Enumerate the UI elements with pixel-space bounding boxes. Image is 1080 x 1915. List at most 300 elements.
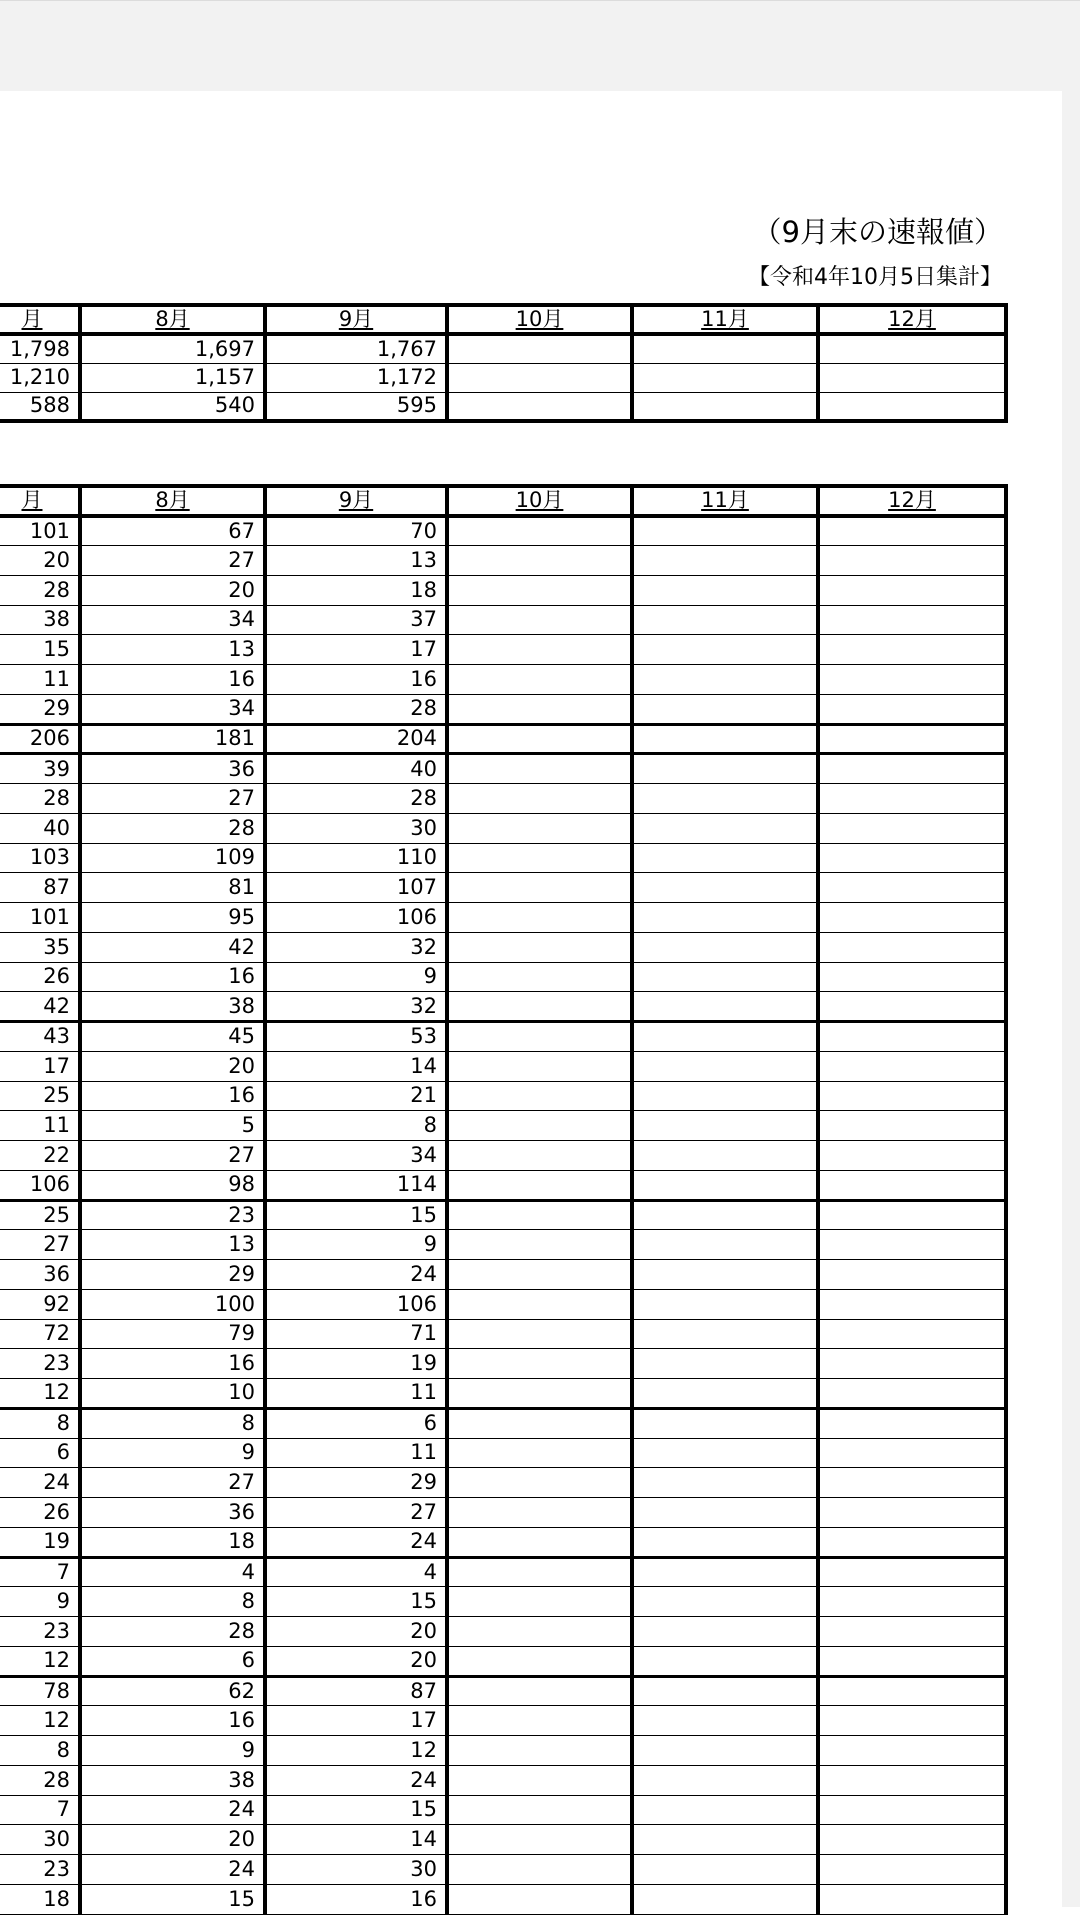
table-cell: 71 xyxy=(265,1319,447,1349)
table-cell xyxy=(818,1022,1006,1052)
table-cell: 16 xyxy=(80,1081,265,1111)
table-row xyxy=(0,1081,1006,1111)
table-cell xyxy=(818,1081,1006,1111)
table-cell: 7 xyxy=(0,1795,80,1825)
table-cell xyxy=(818,1736,1006,1766)
table-cell xyxy=(632,635,818,665)
table-cell: 22 xyxy=(0,1141,80,1171)
table-row xyxy=(0,724,1006,754)
table-cell xyxy=(818,1617,1006,1647)
table-cell xyxy=(818,1408,1006,1438)
table-cell: 9 xyxy=(0,1587,80,1617)
table-cell xyxy=(632,392,818,421)
table-cell: 18 xyxy=(0,1884,80,1914)
table-cell: 9 xyxy=(80,1438,265,1468)
table-row xyxy=(0,1379,1006,1409)
table-row xyxy=(0,932,1006,962)
table-cell: 107 xyxy=(265,873,447,903)
table-cell: 15 xyxy=(265,1795,447,1825)
table-cell xyxy=(632,1855,818,1885)
table-cell xyxy=(632,1260,818,1290)
table-row xyxy=(0,813,1006,843)
table-row xyxy=(0,363,1006,392)
table-cell: 14 xyxy=(265,1051,447,1081)
table-cell xyxy=(632,1379,818,1409)
table-cell: 19 xyxy=(0,1527,80,1557)
table-cell: 30 xyxy=(265,813,447,843)
table-row xyxy=(0,1408,1006,1438)
table-cell xyxy=(447,694,632,724)
table-row xyxy=(0,1260,1006,1290)
table-row xyxy=(0,1051,1006,1081)
table-cell xyxy=(632,546,818,576)
table-cell xyxy=(447,932,632,962)
table-cell: 106 xyxy=(265,1289,447,1319)
table-cell: 38 xyxy=(0,605,80,635)
table-cell xyxy=(818,1379,1006,1409)
table-cell: 101 xyxy=(0,903,80,933)
table-cell: 28 xyxy=(0,784,80,814)
table-cell: 20 xyxy=(0,546,80,576)
table-cell: 11 xyxy=(0,665,80,695)
table-cell: 110 xyxy=(265,843,447,873)
table-cell: 595 xyxy=(265,392,447,421)
table-cell: 18 xyxy=(80,1527,265,1557)
table-cell: 87 xyxy=(0,873,80,903)
table-cell xyxy=(818,1200,1006,1230)
table-cell: 9 xyxy=(265,962,447,992)
table-cell xyxy=(632,1349,818,1379)
table-cell: 4 xyxy=(265,1557,447,1587)
table-cell xyxy=(818,1230,1006,1260)
table-cell xyxy=(447,1051,632,1081)
table-cell xyxy=(818,1289,1006,1319)
table-row xyxy=(0,1170,1006,1200)
table-cell: 28 xyxy=(80,1617,265,1647)
table-cell xyxy=(632,903,818,933)
detail-table xyxy=(0,484,1008,1915)
table-cell: 15 xyxy=(0,635,80,665)
viewer-scroll-gutter xyxy=(1062,90,1080,1907)
table-cell xyxy=(447,1468,632,1498)
table-cell: 28 xyxy=(265,784,447,814)
table-cell xyxy=(632,813,818,843)
table-cell: 16 xyxy=(265,665,447,695)
table-row xyxy=(0,962,1006,992)
table-cell xyxy=(447,575,632,605)
table-cell xyxy=(818,516,1006,546)
table-row xyxy=(0,1498,1006,1528)
table-cell: 98 xyxy=(80,1170,265,1200)
table-cell xyxy=(818,694,1006,724)
table-cell xyxy=(632,932,818,962)
table-cell xyxy=(818,932,1006,962)
table-cell: 16 xyxy=(80,1706,265,1736)
table-cell: 40 xyxy=(0,813,80,843)
table-cell: 12 xyxy=(0,1646,80,1676)
table-cell xyxy=(818,1111,1006,1141)
table-cell xyxy=(447,1765,632,1795)
table-cell xyxy=(632,873,818,903)
table-cell: 16 xyxy=(80,1349,265,1379)
table-row xyxy=(0,1646,1006,1676)
table-cell: 24 xyxy=(80,1855,265,1885)
table-cell xyxy=(447,1200,632,1230)
table-cell: 81 xyxy=(80,873,265,903)
table-row xyxy=(0,1557,1006,1587)
report-date: 【令和4年10月5日集計】 xyxy=(748,265,1002,290)
table-row xyxy=(0,1706,1006,1736)
table-row xyxy=(0,334,1006,363)
table-row xyxy=(0,754,1006,784)
table-row xyxy=(0,1200,1006,1230)
table-cell xyxy=(447,1676,632,1706)
table-cell: 6 xyxy=(0,1438,80,1468)
table-cell: 6 xyxy=(80,1646,265,1676)
table-cell: 26 xyxy=(0,962,80,992)
table-cell: 27 xyxy=(0,1230,80,1260)
table-cell xyxy=(447,1408,632,1438)
table-cell: 72 xyxy=(0,1319,80,1349)
table-cell xyxy=(447,1170,632,1200)
table-cell xyxy=(818,1884,1006,1914)
table-cell xyxy=(632,1557,818,1587)
table-cell: 53 xyxy=(265,1022,447,1052)
table-cell: 9 xyxy=(80,1736,265,1766)
table-cell: 30 xyxy=(0,1825,80,1855)
table-cell xyxy=(447,903,632,933)
table-cell: 8 xyxy=(0,1408,80,1438)
table-cell xyxy=(447,1884,632,1914)
table-cell: 1,798 xyxy=(0,334,80,363)
table-cell xyxy=(818,334,1006,363)
table-cell: 4 xyxy=(80,1557,265,1587)
table-cell xyxy=(632,1884,818,1914)
table-cell xyxy=(632,1498,818,1528)
table-cell: 36 xyxy=(80,1498,265,1528)
table-cell: 92 xyxy=(0,1289,80,1319)
table-cell: 1,157 xyxy=(80,363,265,392)
table-cell: 7 xyxy=(0,1557,80,1587)
table-row xyxy=(0,1319,1006,1349)
table-cell xyxy=(447,843,632,873)
table-cell xyxy=(632,1408,818,1438)
table-cell xyxy=(632,1081,818,1111)
table-cell: 14 xyxy=(265,1825,447,1855)
table-cell: 10 xyxy=(80,1379,265,1409)
table-cell: 62 xyxy=(80,1676,265,1706)
table-cell: 28 xyxy=(265,694,447,724)
table-cell: 15 xyxy=(80,1884,265,1914)
table-cell: 12 xyxy=(265,1736,447,1766)
table-cell xyxy=(447,1527,632,1557)
table-cell xyxy=(447,1438,632,1468)
table-cell xyxy=(447,665,632,695)
table-cell xyxy=(632,1170,818,1200)
column-header: 11月 xyxy=(632,486,818,516)
table-cell: 23 xyxy=(0,1349,80,1379)
table-cell xyxy=(632,1111,818,1141)
table-cell xyxy=(818,992,1006,1022)
table-cell xyxy=(818,605,1006,635)
table-cell: 79 xyxy=(80,1319,265,1349)
table-cell xyxy=(447,784,632,814)
table-row xyxy=(0,784,1006,814)
table-cell: 13 xyxy=(80,1230,265,1260)
table-row xyxy=(0,575,1006,605)
table-cell: 1,767 xyxy=(265,334,447,363)
table-cell: 11 xyxy=(0,1111,80,1141)
table-cell: 20 xyxy=(80,1825,265,1855)
table-cell: 15 xyxy=(265,1587,447,1617)
table-cell: 34 xyxy=(80,694,265,724)
table-cell xyxy=(447,546,632,576)
table-cell: 20 xyxy=(80,1051,265,1081)
table-cell: 9 xyxy=(265,1230,447,1260)
table-cell xyxy=(632,516,818,546)
table-cell: 35 xyxy=(0,932,80,962)
table-cell: 8 xyxy=(0,1736,80,1766)
column-header: 9月 xyxy=(265,486,447,516)
table-row xyxy=(0,1111,1006,1141)
table-cell xyxy=(447,1111,632,1141)
table-row xyxy=(0,1765,1006,1795)
table-cell: 24 xyxy=(80,1795,265,1825)
table-cell: 109 xyxy=(80,843,265,873)
table-row xyxy=(0,873,1006,903)
table-cell xyxy=(818,1438,1006,1468)
table-cell: 540 xyxy=(80,392,265,421)
table-cell: 100 xyxy=(80,1289,265,1319)
table-cell xyxy=(447,1498,632,1528)
table-cell: 24 xyxy=(265,1527,447,1557)
table-cell xyxy=(818,1141,1006,1171)
table-cell xyxy=(818,1855,1006,1885)
table-cell: 204 xyxy=(265,724,447,754)
table-cell xyxy=(818,1706,1006,1736)
column-header: 10月 xyxy=(447,305,632,334)
table-cell xyxy=(818,546,1006,576)
table-cell xyxy=(447,1289,632,1319)
table-cell: 17 xyxy=(265,1706,447,1736)
table-cell xyxy=(632,605,818,635)
table-cell xyxy=(632,724,818,754)
table-cell xyxy=(818,873,1006,903)
table-cell: 20 xyxy=(80,575,265,605)
table-row xyxy=(0,1825,1006,1855)
table-cell xyxy=(632,1022,818,1052)
table-cell: 38 xyxy=(80,1765,265,1795)
table-cell xyxy=(818,575,1006,605)
table-cell: 101 xyxy=(0,516,80,546)
table-cell: 87 xyxy=(265,1676,447,1706)
table-cell: 11 xyxy=(265,1379,447,1409)
table-cell: 21 xyxy=(265,1081,447,1111)
table-cell xyxy=(632,1051,818,1081)
table-cell: 1,210 xyxy=(0,363,80,392)
table-cell: 16 xyxy=(80,665,265,695)
column-header: 10月 xyxy=(447,486,632,516)
table-cell xyxy=(447,1319,632,1349)
table-cell: 38 xyxy=(80,992,265,1022)
table-cell xyxy=(818,1319,1006,1349)
table-cell: 39 xyxy=(0,754,80,784)
table-cell xyxy=(818,1260,1006,1290)
table-cell xyxy=(632,363,818,392)
table-row xyxy=(0,1230,1006,1260)
table-cell: 30 xyxy=(265,1855,447,1885)
table-cell xyxy=(632,992,818,1022)
table-cell xyxy=(447,724,632,754)
table-row xyxy=(0,1527,1006,1557)
table-cell xyxy=(818,784,1006,814)
table-cell: 29 xyxy=(265,1468,447,1498)
table-cell xyxy=(447,334,632,363)
table-cell xyxy=(818,635,1006,665)
table-row xyxy=(0,1617,1006,1647)
table-cell: 40 xyxy=(265,754,447,784)
table-cell: 8 xyxy=(265,1111,447,1141)
table-cell xyxy=(632,1617,818,1647)
table-cell: 23 xyxy=(80,1200,265,1230)
column-header: 月 xyxy=(0,305,80,334)
table-cell: 36 xyxy=(0,1260,80,1290)
table-cell xyxy=(447,1557,632,1587)
table-cell xyxy=(447,1379,632,1409)
table-cell: 1,172 xyxy=(265,363,447,392)
table-cell: 27 xyxy=(80,784,265,814)
table-cell xyxy=(818,392,1006,421)
table-cell: 29 xyxy=(80,1260,265,1290)
table-cell xyxy=(818,1051,1006,1081)
table-cell: 45 xyxy=(80,1022,265,1052)
table-cell xyxy=(447,1349,632,1379)
table-row xyxy=(0,516,1006,546)
table-cell xyxy=(447,873,632,903)
table-cell xyxy=(818,1587,1006,1617)
table-cell: 34 xyxy=(80,605,265,635)
table-cell xyxy=(447,962,632,992)
table-cell: 70 xyxy=(265,516,447,546)
table-cell: 43 xyxy=(0,1022,80,1052)
table-cell: 16 xyxy=(80,962,265,992)
table-cell xyxy=(632,1319,818,1349)
table-cell xyxy=(632,754,818,784)
column-header: 11月 xyxy=(632,305,818,334)
table-cell xyxy=(818,903,1006,933)
table-cell xyxy=(447,992,632,1022)
table-cell xyxy=(818,1527,1006,1557)
table-cell xyxy=(632,1141,818,1171)
table-cell: 36 xyxy=(80,754,265,784)
table-cell: 17 xyxy=(0,1051,80,1081)
table-cell xyxy=(632,1438,818,1468)
table-cell xyxy=(447,392,632,421)
table-cell: 23 xyxy=(0,1617,80,1647)
table-cell xyxy=(818,1825,1006,1855)
table-cell xyxy=(818,363,1006,392)
column-header: 9月 xyxy=(265,305,447,334)
table-cell: 24 xyxy=(0,1468,80,1498)
table-cell xyxy=(818,1676,1006,1706)
table-cell: 6 xyxy=(265,1408,447,1438)
table-cell: 106 xyxy=(265,903,447,933)
table-cell: 25 xyxy=(0,1081,80,1111)
viewer-toolbar xyxy=(0,0,1080,91)
table-cell xyxy=(632,1736,818,1766)
table-cell xyxy=(447,754,632,784)
table-cell: 34 xyxy=(265,1141,447,1171)
table-cell: 37 xyxy=(265,605,447,635)
table-cell xyxy=(447,1587,632,1617)
table-cell: 24 xyxy=(265,1260,447,1290)
table-cell: 28 xyxy=(80,813,265,843)
summary-table xyxy=(0,303,1008,423)
table-row xyxy=(0,1438,1006,1468)
table-cell xyxy=(447,1260,632,1290)
table-cell xyxy=(632,1706,818,1736)
table-row xyxy=(0,1022,1006,1052)
table-cell: 26 xyxy=(0,1498,80,1528)
table-cell xyxy=(818,754,1006,784)
table-cell: 15 xyxy=(265,1200,447,1230)
table-cell: 5 xyxy=(80,1111,265,1141)
table-cell xyxy=(632,665,818,695)
table-cell xyxy=(447,635,632,665)
table-cell xyxy=(447,363,632,392)
table-cell xyxy=(632,962,818,992)
header-row xyxy=(0,486,1006,516)
table-cell: 24 xyxy=(265,1765,447,1795)
table-cell xyxy=(818,1795,1006,1825)
table-cell xyxy=(632,1587,818,1617)
table-cell: 28 xyxy=(0,1765,80,1795)
table-row xyxy=(0,1289,1006,1319)
table-row xyxy=(0,1587,1006,1617)
table-cell: 12 xyxy=(0,1706,80,1736)
table-cell: 11 xyxy=(265,1438,447,1468)
report-title: （9月末の速報値） xyxy=(752,215,1003,249)
table-cell xyxy=(818,1349,1006,1379)
table-cell: 114 xyxy=(265,1170,447,1200)
table-cell: 8 xyxy=(80,1587,265,1617)
table-row xyxy=(0,1141,1006,1171)
table-cell xyxy=(632,1676,818,1706)
table-cell: 32 xyxy=(265,992,447,1022)
table-cell xyxy=(632,1646,818,1676)
table-cell: 18 xyxy=(265,575,447,605)
table-cell xyxy=(818,1765,1006,1795)
table-row xyxy=(0,843,1006,873)
table-cell xyxy=(632,1825,818,1855)
table-cell xyxy=(818,1468,1006,1498)
table-cell: 27 xyxy=(80,546,265,576)
table-cell: 42 xyxy=(80,932,265,962)
table-cell xyxy=(818,843,1006,873)
table-cell xyxy=(818,1498,1006,1528)
table-row xyxy=(0,694,1006,724)
table-cell: 12 xyxy=(0,1379,80,1409)
table-cell: 20 xyxy=(265,1646,447,1676)
table-cell: 25 xyxy=(0,1200,80,1230)
table-cell: 13 xyxy=(265,546,447,576)
table-cell xyxy=(632,1765,818,1795)
table-row xyxy=(0,1349,1006,1379)
table-cell: 106 xyxy=(0,1170,80,1200)
table-cell xyxy=(632,1230,818,1260)
table-cell xyxy=(818,665,1006,695)
table-cell xyxy=(632,784,818,814)
